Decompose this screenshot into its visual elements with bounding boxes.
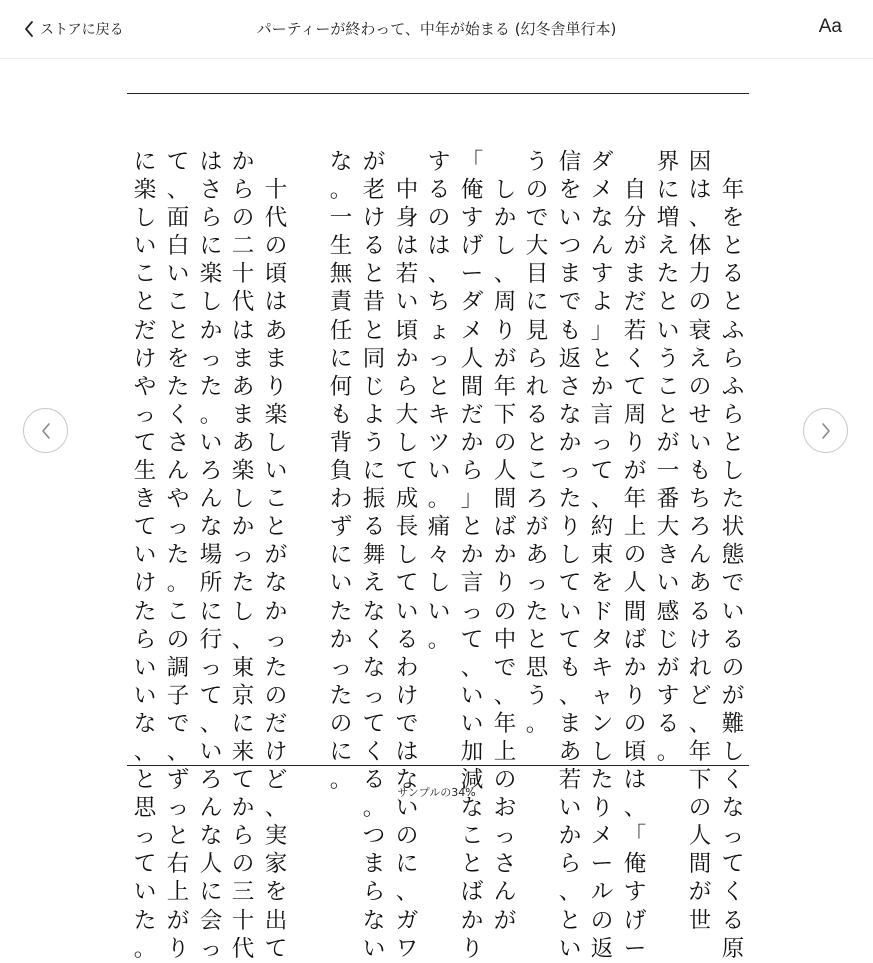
- previous-page-button[interactable]: [23, 408, 68, 453]
- text-column: 信 を い つ ま で も 返 さ な か っ た り し て い て も 、 ま あ 若 い か ら 、 と い: [558, 149, 582, 962]
- text-column: 因 は 、 体 力 の 衰 え の せ い も ち ろ ん あ る け れ ど 、 年 下 の 人 間 が 世: [688, 149, 712, 934]
- back-to-store-label: ストアに戻る: [40, 22, 124, 38]
- text-column: は さ ら に 楽 し か っ た 。 い ろ ん な 場 所 に 行 っ て 、 い ろ ん な 人 に 会 っ: [199, 149, 223, 962]
- text-column: う の で 大 目 に 見 ら れ る と こ ろ が あ っ た と 思 う 。: [525, 149, 549, 737]
- chevron-left-icon: [38, 421, 54, 441]
- text-column: 界 に 増 え た と い う こ と が 一 番 大 き い 感 じ が す る 。: [656, 149, 680, 765]
- page-top-rule: [127, 93, 749, 94]
- text-column: か ら の 二 十 代 は ま あ ま あ 楽 し か っ た し 、 東 京 に 来 て か ら の 三 十 代: [231, 149, 255, 962]
- text-column: ダ メ な ん す よ 」 と か 言 っ て 、 約 束 を ド タ キ ャ ン し た り メ ー ル の 返: [590, 149, 614, 962]
- text-column: て 、 面 白 い こ と を た く さ ん や っ た 。 こ の 調 子 で 、 ず っ と 右 上 が り: [166, 149, 190, 962]
- text-column: し か し 、 周 り が 年 下 の 人 間 ば か り の 中 で 、 年 上 の お っ さ ん が: [493, 177, 517, 934]
- font-settings-button[interactable]: Aa: [818, 16, 842, 37]
- reader-header: [0, 0, 873, 59]
- text-column: 十 代 の 頃 は あ ま り 楽 し い こ と が な か っ た の だ け ど 、 実 家 を 出 て: [264, 177, 288, 962]
- text-column: が 老 け る と 昔 と 同 じ よ う に 振 る 舞 え な く な っ て く る 。 つ ま ら な い: [362, 149, 386, 962]
- text-column: 「 俺 す げ ー ダ メ 人 間 だ か ら 」 と か 言 っ て 、 い い 加 減 な こ と ば か り: [460, 149, 484, 962]
- next-page-button[interactable]: [803, 408, 848, 453]
- text-column: 自 分 が ま だ 若 く て 周 り が 年 上 の 人 間 ば か り の 頃 は 、 「 俺 す げ ー: [623, 177, 647, 962]
- text-column: に 楽 し い こ と だ け や っ て 生 き て い け た ら い い な 、 と 思 っ て い た 。: [133, 149, 157, 962]
- chevron-right-icon: [818, 421, 834, 441]
- reading-progress-label: サンプルの34%: [397, 786, 476, 799]
- text-column: す る の は 、 ち ょ っ と キ ツ い 。 痛 々 し い 。: [427, 149, 451, 653]
- book-title: パーティーが終わって、中年が始まる (幻冬舎単行本): [256, 20, 617, 38]
- text-column: な 。 一 生 無 責 任 に 何 も 背 負 わ ず に い た か っ た の に 。: [329, 149, 353, 794]
- text-column: 中 身 は 若 い 頃 か ら 大 し て 成 長 し て い る わ け で は な い の に 、 ガ ワ: [395, 177, 419, 962]
- text-column: 年 を と る と ふ ら ふ ら と し た 状 態 で い る の が 難 し く な っ て く る 原: [721, 177, 745, 962]
- page-bottom-rule: [127, 765, 749, 766]
